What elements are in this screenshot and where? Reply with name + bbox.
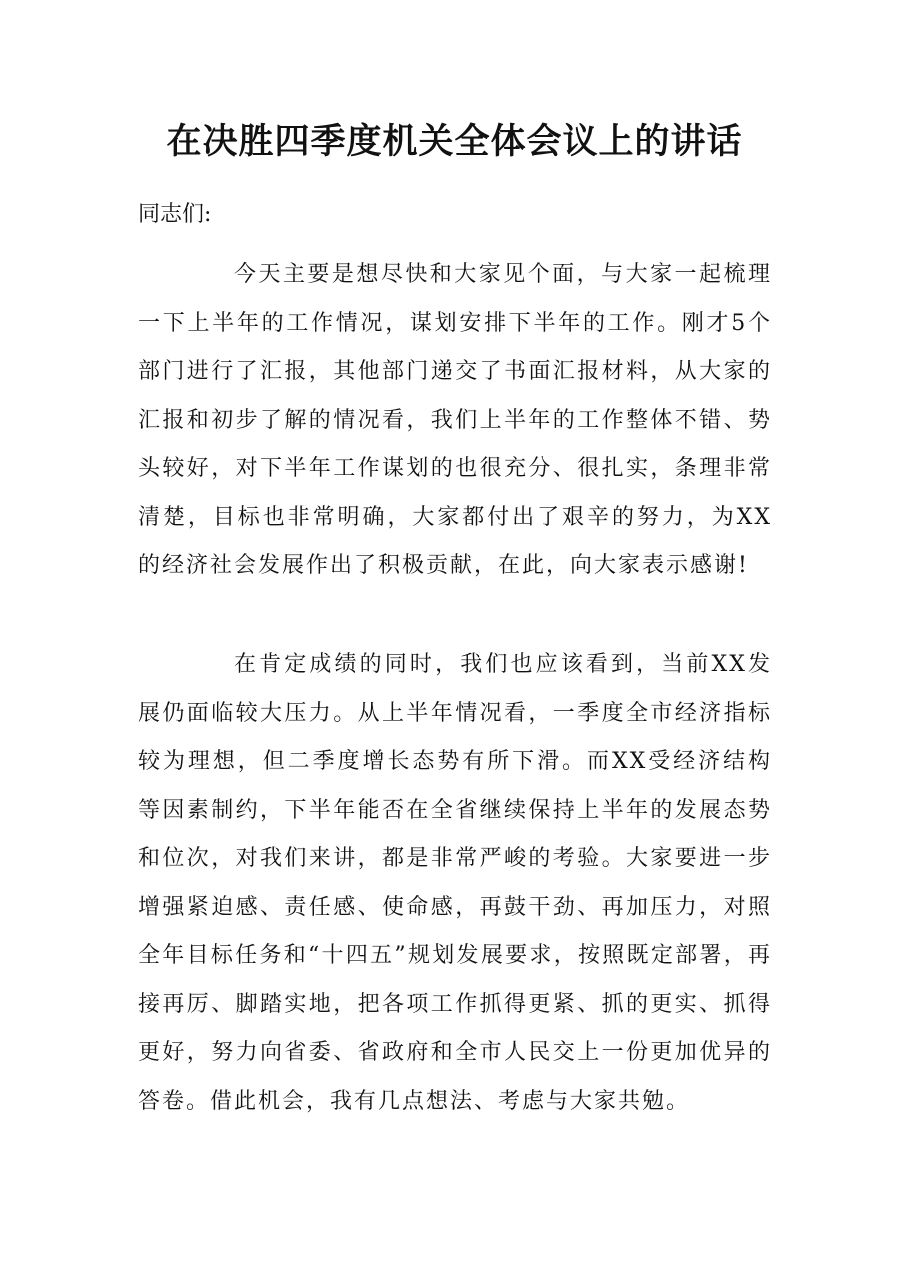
paragraph-2: 在肯定成绩的同时，我们也应该看到，当前XX发展仍面临较大压力。从上半年情况看，一季度全市经济指标较为理想，但二季度增长态势有所下滑。而XX受经济结构等因素制约，下半年能否在全省继续保持上半年的发展态势和位次，对我们来讲，都是非常严峻的考验。大家要进一步增强紧迫感、责任感、使命感，再鼓干劲、再加压力，对照全年目标任务和“十四五”规划发展要求，按照既定部署，再接再厉、脚踏实地，把各项工作抓得更紧、抓的更实、抓得更好，努力向省委、省政府和全市人民交上一份更加优异的答卷。借此机会，我有几点想法、考虑与大家共勉。	[138, 652, 772, 1114]
paragraph-1: 今天主要是想尽快和大家见个面，与大家一起梳理一下上半年的工作情况，谋划安排下半年的工作。刚才5个部门进行了汇报，其他部门递交了书面汇报材料，从大家的汇报和初步了解的情况看，我们上半年的工作整体不错、势头较好，对下半年工作谋划的也很充分、很扎实，条理非常清楚，目标也非常明确，大家都付出了艰辛的努力，为XX的经济社会发展作出了积极贡献，在此，向大家表示感谢!	[138, 262, 772, 578]
document-title: 在决胜四季度机关全体会议上的讲话	[166, 121, 743, 162]
salutation: 同志们:	[138, 202, 212, 227]
